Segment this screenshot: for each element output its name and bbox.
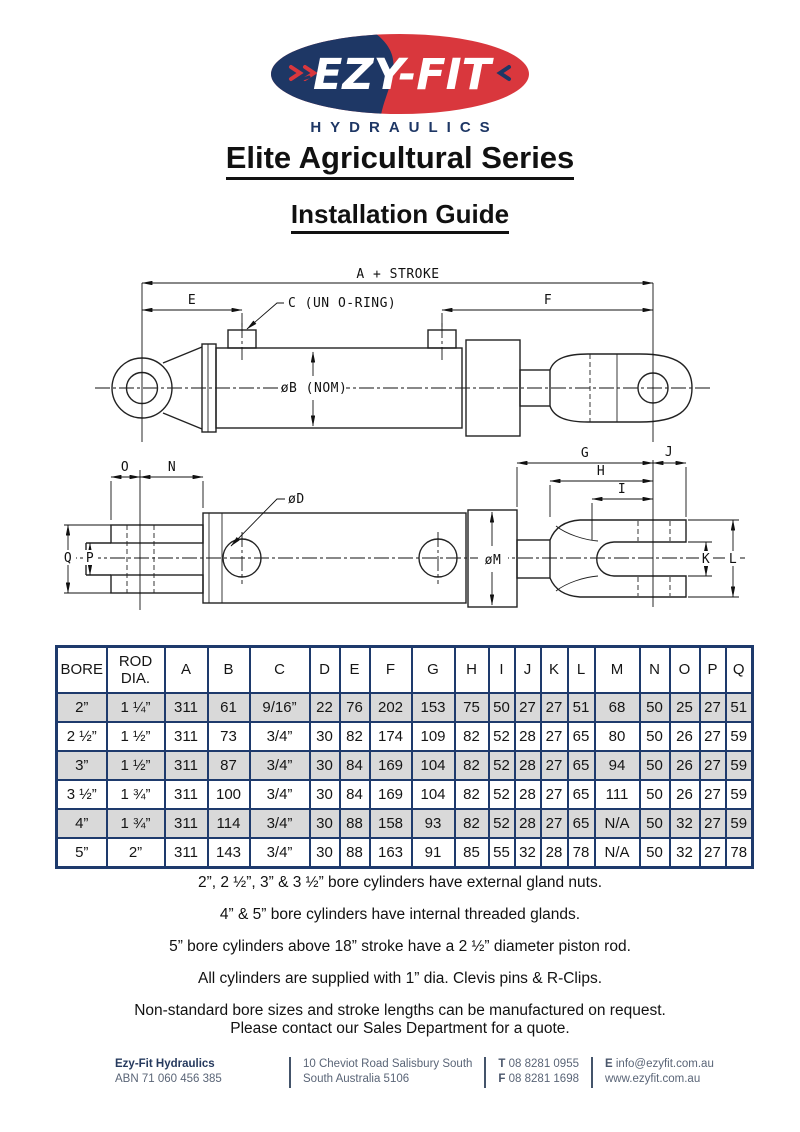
dim-label-k: K bbox=[701, 552, 711, 567]
table-cell: 32 bbox=[670, 809, 700, 838]
table-cell: 30 bbox=[310, 751, 340, 780]
table-cell: 32 bbox=[670, 838, 700, 868]
table-cell: 59 bbox=[726, 780, 753, 809]
dim-label-e: E bbox=[187, 293, 197, 308]
table-cell: 27 bbox=[700, 693, 726, 722]
table-cell: 28 bbox=[515, 809, 541, 838]
footer-website[interactable]: www.ezyfit.com.au bbox=[605, 1073, 701, 1085]
table-cell: 104 bbox=[412, 751, 455, 780]
table-cell: 2” bbox=[107, 838, 165, 868]
table-cell: 76 bbox=[340, 693, 370, 722]
table-cell: 27 bbox=[541, 722, 568, 751]
table-cell: 311 bbox=[165, 722, 208, 751]
table-cell: N/A bbox=[595, 838, 640, 868]
table-cell: 59 bbox=[726, 751, 753, 780]
header-cell: E bbox=[340, 647, 370, 694]
table-cell: 26 bbox=[670, 780, 700, 809]
table-cell: 52 bbox=[489, 780, 515, 809]
header-cell: J bbox=[515, 647, 541, 694]
table-cell: 65 bbox=[568, 722, 595, 751]
table-cell: 50 bbox=[640, 838, 670, 868]
footer-address-line2: South Australia 5106 bbox=[303, 1073, 410, 1085]
table-cell: 27 bbox=[515, 693, 541, 722]
table-cell: 169 bbox=[370, 780, 412, 809]
dim-label-f: F bbox=[543, 293, 553, 308]
table-cell: 65 bbox=[568, 809, 595, 838]
table-cell: 82 bbox=[455, 751, 489, 780]
fax-label: F bbox=[498, 1073, 506, 1085]
dim-label-j: J bbox=[664, 445, 674, 460]
table-cell: 30 bbox=[310, 722, 340, 751]
table-cell: 111 bbox=[595, 780, 640, 809]
table-cell: 22 bbox=[310, 693, 340, 722]
footer-company-name: Ezy-Fit Hydraulics bbox=[115, 1058, 215, 1070]
table-cell: 94 bbox=[595, 751, 640, 780]
dim-label-q: Q bbox=[63, 551, 73, 566]
table-cell: 30 bbox=[310, 780, 340, 809]
table-cell: 52 bbox=[489, 809, 515, 838]
table-cell: 59 bbox=[726, 809, 753, 838]
table-row bbox=[57, 809, 753, 838]
logo-subtitle: HYDRAULICS bbox=[310, 119, 499, 136]
table-row bbox=[57, 751, 753, 780]
table-cell: 84 bbox=[340, 751, 370, 780]
table-cell: 50 bbox=[489, 693, 515, 722]
dim-label-m: øM bbox=[484, 553, 502, 568]
table-cell: 27 bbox=[541, 693, 568, 722]
note-line: Please contact our Sales Department for a quote. bbox=[230, 1020, 570, 1037]
table-cell: 1 ¾” bbox=[107, 780, 165, 809]
table-cell: N/A bbox=[595, 809, 640, 838]
dim-label-o: O bbox=[120, 460, 130, 475]
footer-address-block bbox=[291, 1057, 484, 1087]
table-cell: 104 bbox=[412, 780, 455, 809]
footer-company-block bbox=[115, 1057, 289, 1087]
table-cell: 73 bbox=[208, 722, 250, 751]
table-cell: 27 bbox=[700, 809, 726, 838]
table-cell: 3/4” bbox=[250, 751, 310, 780]
note-line: All cylinders are supplied with 1” dia. Clevis pins & R-Clips. bbox=[197, 970, 602, 987]
dimensions-table bbox=[55, 645, 754, 869]
table-cell: 311 bbox=[165, 751, 208, 780]
ezyfit-logo-icon bbox=[269, 33, 531, 115]
table-cell: 75 bbox=[455, 693, 489, 722]
table-cell: 114 bbox=[208, 809, 250, 838]
header-cell: ROD DIA. bbox=[107, 647, 165, 694]
table-cell: 143 bbox=[208, 838, 250, 868]
table-cell: 4” bbox=[57, 809, 107, 838]
table-row bbox=[57, 838, 753, 868]
page-title: Elite Agricultural Series bbox=[0, 140, 800, 180]
table-cell: 93 bbox=[412, 809, 455, 838]
header-cell: A bbox=[165, 647, 208, 694]
table-cell: 2 ½” bbox=[57, 722, 107, 751]
table-cell: 311 bbox=[165, 809, 208, 838]
table-cell: 30 bbox=[310, 838, 340, 868]
header-cell: N bbox=[640, 647, 670, 694]
table-cell: 27 bbox=[700, 751, 726, 780]
header-cell: O bbox=[670, 647, 700, 694]
header-cell: F bbox=[370, 647, 412, 694]
header-cell: B bbox=[208, 647, 250, 694]
footer-web-block bbox=[593, 1057, 726, 1087]
table-cell: 51 bbox=[726, 693, 753, 722]
dim-label-d: øD bbox=[288, 492, 305, 507]
note-line: 5” bore cylinders above 18” stroke have a 2 ½” diameter piston rod. bbox=[169, 938, 631, 955]
table-cell: 50 bbox=[640, 722, 670, 751]
cylinder-side-view bbox=[95, 267, 712, 442]
table-cell: 27 bbox=[700, 780, 726, 809]
header-cell: D bbox=[310, 647, 340, 694]
table-cell: 28 bbox=[541, 838, 568, 868]
table-cell: 50 bbox=[640, 751, 670, 780]
table-cell: 50 bbox=[640, 809, 670, 838]
footer-abn: ABN 71 060 456 385 bbox=[115, 1073, 222, 1085]
table-cell: 52 bbox=[489, 722, 515, 751]
table-cell: 3/4” bbox=[250, 809, 310, 838]
phone-label: T bbox=[498, 1058, 506, 1070]
table-cell: 27 bbox=[700, 722, 726, 751]
table-cell: 3/4” bbox=[250, 780, 310, 809]
table-cell: 9/16” bbox=[250, 693, 310, 722]
dim-label-a-stroke: A + STROKE bbox=[356, 267, 440, 282]
page-footer bbox=[115, 1057, 726, 1088]
header-cell: Q bbox=[726, 647, 753, 694]
footer-phone bbox=[498, 1057, 579, 1072]
table-cell: 169 bbox=[370, 751, 412, 780]
table-cell: 2” bbox=[57, 693, 107, 722]
dim-label-p: P bbox=[85, 551, 95, 566]
header-cell: P bbox=[700, 647, 726, 694]
table-cell: 50 bbox=[640, 780, 670, 809]
header-cell: I bbox=[489, 647, 515, 694]
table-cell: 174 bbox=[370, 722, 412, 751]
table-cell: 28 bbox=[515, 722, 541, 751]
header-cell: H bbox=[455, 647, 489, 694]
table-cell: 311 bbox=[165, 838, 208, 868]
phone-number: 08 8281 0955 bbox=[508, 1058, 579, 1070]
table-cell: 82 bbox=[340, 722, 370, 751]
logo-brand-text: EZY-FIT bbox=[313, 50, 491, 100]
page-subtitle: Installation Guide bbox=[0, 199, 800, 234]
footer-address-line1: 10 Cheviot Road Salisbury South bbox=[303, 1058, 473, 1070]
table-cell: 87 bbox=[208, 751, 250, 780]
table-cell: 5” bbox=[57, 838, 107, 868]
table-cell: 27 bbox=[541, 751, 568, 780]
header-cell: G bbox=[412, 647, 455, 694]
dim-label-i: I bbox=[617, 482, 627, 497]
table-cell: 82 bbox=[455, 722, 489, 751]
table-cell: 27 bbox=[541, 809, 568, 838]
table-cell: 158 bbox=[370, 809, 412, 838]
table-row bbox=[57, 647, 753, 694]
dim-label-c: C (UN O-RING) bbox=[288, 296, 397, 311]
table-cell: 311 bbox=[165, 780, 208, 809]
table-cell: 50 bbox=[640, 693, 670, 722]
table-cell: 51 bbox=[568, 693, 595, 722]
footer-phone-block bbox=[486, 1057, 591, 1087]
fax-number: 08 8281 1698 bbox=[508, 1073, 579, 1085]
note-line: Non-standard bore sizes and stroke lengths can be manufactured on request. bbox=[134, 1002, 666, 1019]
table-cell: 109 bbox=[412, 722, 455, 751]
table-cell: 25 bbox=[670, 693, 700, 722]
table-cell: 1 ¼” bbox=[107, 693, 165, 722]
table-body bbox=[57, 693, 753, 868]
header-cell: BORE bbox=[57, 647, 107, 694]
table-cell: 88 bbox=[340, 809, 370, 838]
table-cell: 1 ½” bbox=[107, 722, 165, 751]
table-cell: 100 bbox=[208, 780, 250, 809]
dim-label-b: øB (NOM) bbox=[280, 381, 348, 396]
table-cell: 84 bbox=[340, 780, 370, 809]
footer-email bbox=[605, 1057, 714, 1072]
table-cell: 59 bbox=[726, 722, 753, 751]
company-logo bbox=[0, 33, 800, 136]
table-cell: 27 bbox=[700, 838, 726, 868]
note-line: 2”, 2 ½”, 3” & 3 ½” bore cylinders have external gland nuts. bbox=[197, 874, 603, 891]
table-cell: 82 bbox=[455, 780, 489, 809]
table-cell: 3” bbox=[57, 751, 107, 780]
table-cell: 68 bbox=[595, 693, 640, 722]
table-cell: 28 bbox=[515, 751, 541, 780]
dim-label-h: H bbox=[596, 464, 606, 479]
footer-fax bbox=[498, 1072, 579, 1087]
table-row bbox=[57, 722, 753, 751]
table-cell: 30 bbox=[310, 809, 340, 838]
table-cell: 27 bbox=[541, 780, 568, 809]
notes-section bbox=[0, 874, 800, 1038]
table-cell: 1 ½” bbox=[107, 751, 165, 780]
table-cell: 3/4” bbox=[250, 838, 310, 868]
table-cell: 163 bbox=[370, 838, 412, 868]
table-cell: 52 bbox=[489, 751, 515, 780]
table-cell: 80 bbox=[595, 722, 640, 751]
dim-label-l: L bbox=[728, 552, 738, 567]
header-cell: M bbox=[595, 647, 640, 694]
table-cell: 3 ½” bbox=[57, 780, 107, 809]
email-label: E bbox=[605, 1058, 613, 1070]
table-cell: 202 bbox=[370, 693, 412, 722]
header-cell: L bbox=[568, 647, 595, 694]
table-cell: 61 bbox=[208, 693, 250, 722]
table-cell: 65 bbox=[568, 751, 595, 780]
table-cell: 88 bbox=[340, 838, 370, 868]
table-row bbox=[57, 780, 753, 809]
table-cell: 91 bbox=[412, 838, 455, 868]
table-cell: 55 bbox=[489, 838, 515, 868]
technical-drawing bbox=[0, 250, 800, 642]
header-cell: K bbox=[541, 647, 568, 694]
dim-label-g: G bbox=[580, 446, 590, 461]
dim-label-n: N bbox=[167, 460, 177, 475]
table-cell: 78 bbox=[726, 838, 753, 868]
table-cell: 153 bbox=[412, 693, 455, 722]
table-cell: 65 bbox=[568, 780, 595, 809]
table-cell: 1 ¾” bbox=[107, 809, 165, 838]
table-cell: 85 bbox=[455, 838, 489, 868]
table-cell: 3/4” bbox=[250, 722, 310, 751]
cylinder-top-view bbox=[60, 445, 745, 610]
note-line: 4” & 5” bore cylinders have internal threaded glands. bbox=[219, 906, 581, 923]
table-cell: 78 bbox=[568, 838, 595, 868]
header-cell: C bbox=[250, 647, 310, 694]
email-address[interactable]: info@ezyfit.com.au bbox=[615, 1058, 714, 1070]
table-cell: 26 bbox=[670, 751, 700, 780]
table-cell: 311 bbox=[165, 693, 208, 722]
table-row bbox=[57, 693, 753, 722]
table-cell: 28 bbox=[515, 780, 541, 809]
table-cell: 26 bbox=[670, 722, 700, 751]
table-header bbox=[57, 647, 753, 694]
table-cell: 32 bbox=[515, 838, 541, 868]
table-cell: 82 bbox=[455, 809, 489, 838]
